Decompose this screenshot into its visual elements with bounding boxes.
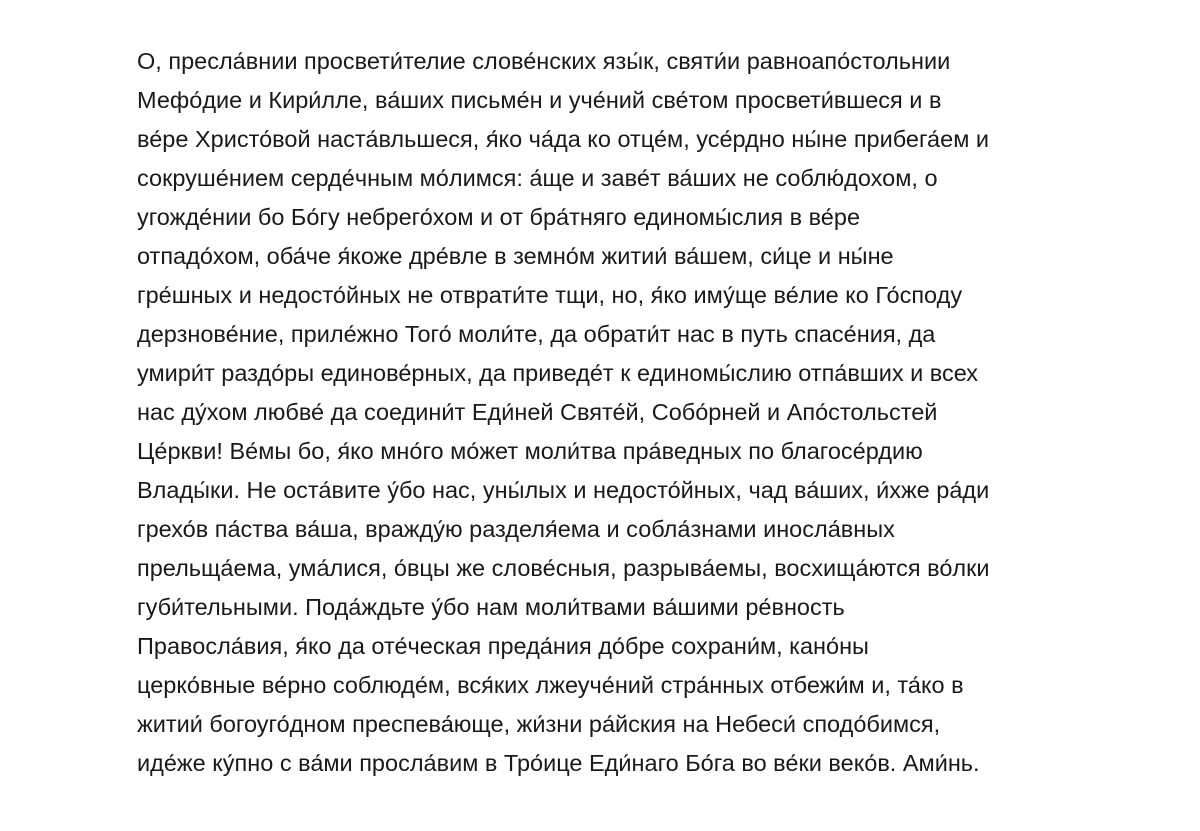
text-line: гре́шных и недосто́йных не отврати́те тщи, но, я́ко иму́ще ве́лие ко Го́споду — [137, 282, 963, 308]
text-line: житии́ богоуго́дном преспева́юще, жи́зни ра́йския на Небеси́ сподо́бимся, — [137, 711, 941, 737]
text-line: иде́же ку́пно с ва́ми просла́вим в Тро́ице Еди́наго Бо́га во ве́ки веко́в. Ами́нь. — [137, 750, 980, 776]
text-line: О, пресла́внии просвети́телие слове́нских язы́к, святи́и равноапо́стольнии — [137, 48, 951, 74]
text-line: губи́тельными. Пода́ждьте у́бо нам моли́твами ва́шими ре́вность — [137, 594, 845, 620]
text-line: дерзнове́ние, приле́жно Того́ моли́те, да обрати́т нас в путь спасе́ния, да — [137, 321, 936, 347]
text-line: Це́ркви! Ве́мы бо, я́ко мно́го мо́жет моли́тва пра́ведных по благосе́рдию — [137, 438, 923, 464]
text-line: грехо́в па́ства ва́ша, вражду́ю разделя́ема и собла́знами иносла́вных — [137, 516, 895, 542]
text-line: сокруше́нием серде́чным мо́лимся: а́ще и заве́т ва́ших не соблю́дохом, о — [137, 165, 938, 191]
text-line: нас ду́хом любве́ да соедини́т Еди́ней Святе́й, Собо́рней и Апо́стольстей — [137, 399, 938, 425]
text-line: отпадо́хом, оба́че я́коже дре́вле в земно́м житии́ ва́шем, си́це и ны́не — [137, 243, 894, 269]
text-line: прельща́ема, ума́лися, о́вцы же слове́сныя, разрыва́емы, восхища́ются во́лки — [137, 555, 990, 581]
text-line: умири́т раздо́ры единове́рных, да приведе́т к единомы́слию отпа́вших и всех — [137, 360, 979, 386]
text-line: Влады́ки. Не оста́вите у́бо нас, уны́лых и недосто́йных, чад ва́ших, и́хже ра́ди — [137, 477, 990, 503]
text-line: угожде́нии бо Бо́гу небрего́хом и от бра́тняго единомы́слия в ве́ре — [137, 204, 861, 230]
text-line: Мефо́дие и Кири́лле, ва́ших письме́н и уче́ний све́том просвети́вшеся и в — [137, 87, 942, 113]
text-line: ве́ре Христо́вой наста́вльшеся, я́ко ча́да ко отце́м, усе́рдно ны́не прибега́ем и — [137, 126, 990, 152]
prayer-text — [137, 42, 990, 783]
text-line: Правосла́вия, я́ко да оте́ческая преда́ния до́бре сохрани́м, кано́ны — [137, 633, 869, 659]
text-line: церко́вные ве́рно соблюде́м, вся́ких лжеуче́ний стра́нных отбежи́м и, та́ко в — [137, 672, 964, 698]
